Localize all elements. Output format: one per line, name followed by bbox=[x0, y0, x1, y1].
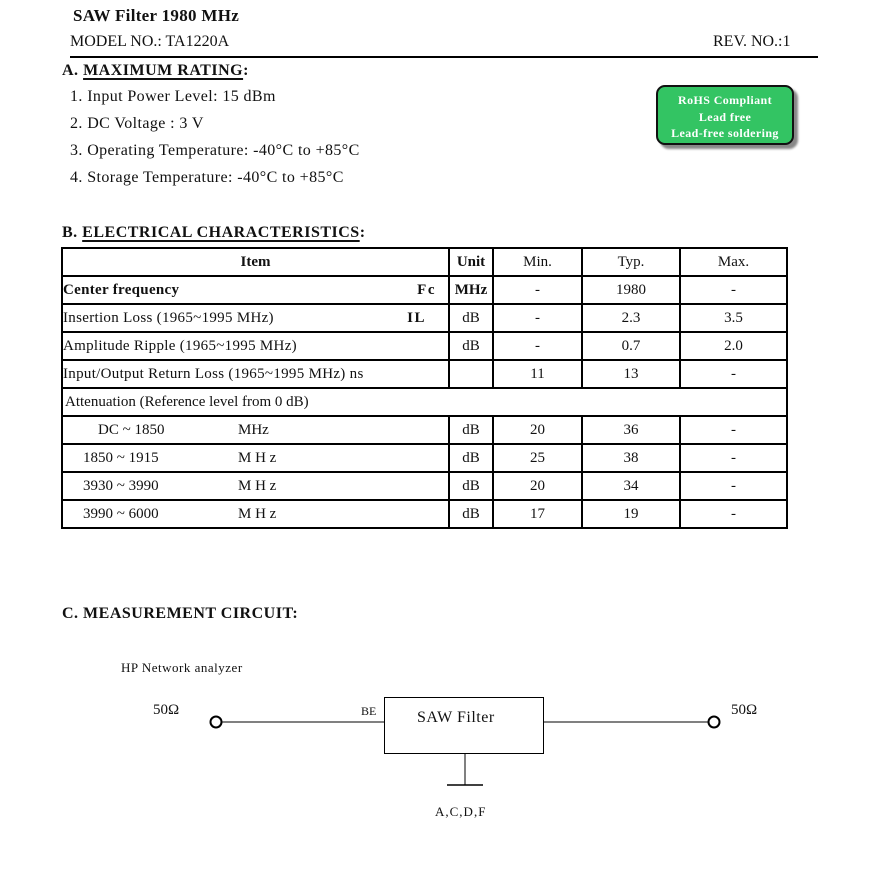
ground-pins-label: A,C,D,F bbox=[435, 804, 487, 819]
rating-item: 1. Input Power Level: 15 dBm bbox=[70, 88, 276, 105]
item-symbol: Fc bbox=[417, 282, 436, 298]
analyzer-label: HP Network analyzer bbox=[121, 660, 243, 675]
row-max: - bbox=[680, 500, 787, 528]
row-item bbox=[62, 472, 449, 500]
attenuation-title: Attenuation (Reference level from 0 dB) bbox=[62, 388, 787, 416]
row-item bbox=[62, 416, 449, 444]
row-item bbox=[62, 444, 449, 472]
row-typ: 13 bbox=[582, 360, 680, 388]
row-typ: 38 bbox=[582, 444, 680, 472]
header-max: Max. bbox=[680, 248, 787, 276]
row-max: - bbox=[680, 276, 787, 304]
input-impedance-label: 50Ω bbox=[153, 702, 180, 718]
header-min: Min. bbox=[493, 248, 582, 276]
row-typ: 19 bbox=[582, 500, 680, 528]
section-a-title: MAXIMUM RATING bbox=[83, 62, 244, 79]
input-pin-label: BE bbox=[361, 704, 377, 718]
row-min: - bbox=[493, 276, 582, 304]
row-max: 2.0 bbox=[680, 332, 787, 360]
row-max: - bbox=[680, 472, 787, 500]
item-name: Amplitude Ripple (1965~1995 MHz) bbox=[63, 338, 297, 354]
row-min: 25 bbox=[493, 444, 582, 472]
header-item-label: Item bbox=[240, 253, 271, 270]
item-name: Input/Output Return Loss (1965~1995 MHz) ns bbox=[63, 366, 364, 382]
output-impedance-label: 50Ω bbox=[731, 702, 758, 718]
row-min: 20 bbox=[493, 472, 582, 500]
row-typ: 0.7 bbox=[582, 332, 680, 360]
row-unit: MHz bbox=[449, 276, 493, 304]
header-divider bbox=[70, 56, 818, 58]
row-min: 11 bbox=[493, 360, 582, 388]
section-b-heading bbox=[62, 224, 366, 242]
saw-filter-label: SAW Filter bbox=[417, 709, 495, 726]
row-typ: 2.3 bbox=[582, 304, 680, 332]
badge-line: Lead-free soldering bbox=[671, 126, 779, 140]
row-item bbox=[62, 276, 449, 304]
row-unit: dB bbox=[449, 500, 493, 528]
attenuation-range: 1850 ~ 1915 bbox=[83, 450, 159, 466]
row-item bbox=[62, 360, 449, 388]
row-unit: dB bbox=[449, 472, 493, 500]
row-max: - bbox=[680, 360, 787, 388]
table-row bbox=[62, 416, 787, 444]
output-terminal-icon bbox=[709, 717, 720, 728]
row-typ: 36 bbox=[582, 416, 680, 444]
table-header-row bbox=[62, 248, 787, 276]
section-c-heading: C. MEASUREMENT CIRCUIT: bbox=[62, 605, 299, 622]
row-unit bbox=[449, 360, 493, 388]
header-item bbox=[62, 248, 449, 276]
table-row bbox=[62, 304, 787, 332]
document-title: SAW Filter 1980 MHz bbox=[73, 6, 240, 25]
attenuation-title-row bbox=[62, 388, 787, 416]
attenuation-range-unit: MHz bbox=[238, 422, 269, 438]
header-typ: Typ. bbox=[582, 248, 680, 276]
item-name: Center frequency bbox=[63, 282, 180, 298]
row-min: 20 bbox=[493, 416, 582, 444]
row-min: - bbox=[493, 304, 582, 332]
section-b-prefix: B. bbox=[62, 224, 83, 241]
model-number: MODEL NO.: TA1220A bbox=[70, 33, 230, 50]
section-b-title: ELECTRICAL CHARACTERISTICS bbox=[82, 224, 360, 241]
rohs-badge bbox=[656, 85, 794, 145]
row-unit: dB bbox=[449, 416, 493, 444]
row-typ: 1980 bbox=[582, 276, 680, 304]
attenuation-range-unit: M H z bbox=[238, 478, 277, 494]
revision-number: REV. NO.:1 bbox=[713, 33, 791, 50]
max-ratings-list bbox=[70, 88, 360, 196]
row-unit: dB bbox=[449, 444, 493, 472]
row-item bbox=[62, 500, 449, 528]
section-b-suffix: : bbox=[359, 224, 366, 241]
table-row bbox=[62, 472, 787, 500]
attenuation-range: 3990 ~ 6000 bbox=[83, 506, 159, 522]
rating-item: 2. DC Voltage : 3 V bbox=[70, 115, 204, 132]
table-row bbox=[62, 360, 787, 388]
table-row bbox=[62, 500, 787, 528]
table-row bbox=[62, 332, 787, 360]
row-min: - bbox=[493, 332, 582, 360]
row-unit: dB bbox=[449, 332, 493, 360]
row-typ: 34 bbox=[582, 472, 680, 500]
attenuation-range-unit: M H z bbox=[238, 506, 277, 522]
section-a-prefix: A. bbox=[62, 62, 84, 79]
item-name: Insertion Loss (1965~1995 MHz) bbox=[63, 310, 274, 326]
rating-item: 4. Storage Temperature: -40°C to +85°C bbox=[70, 169, 344, 186]
attenuation-range: 3930 ~ 3990 bbox=[83, 478, 159, 494]
item-symbol: IL bbox=[407, 310, 426, 326]
input-terminal-icon bbox=[211, 717, 222, 728]
row-min: 17 bbox=[493, 500, 582, 528]
row-max: - bbox=[680, 444, 787, 472]
rating-item: 3. Operating Temperature: -40°C to +85°C bbox=[70, 142, 360, 159]
section-a-suffix: : bbox=[243, 62, 249, 79]
section-a-heading bbox=[62, 62, 249, 80]
table-row bbox=[62, 276, 787, 304]
table-row bbox=[62, 444, 787, 472]
row-item bbox=[62, 304, 449, 332]
row-max: 3.5 bbox=[680, 304, 787, 332]
badge-line: Lead free bbox=[698, 109, 752, 124]
header-unit: Unit bbox=[449, 248, 493, 276]
attenuation-range: DC ~ 1850 bbox=[98, 422, 165, 438]
electrical-characteristics-table bbox=[61, 247, 788, 529]
row-item bbox=[62, 332, 449, 360]
row-unit: dB bbox=[449, 304, 493, 332]
attenuation-range-unit: M H z bbox=[238, 450, 277, 466]
row-max: - bbox=[680, 416, 787, 444]
badge-line: RoHS Compliant bbox=[678, 93, 772, 107]
